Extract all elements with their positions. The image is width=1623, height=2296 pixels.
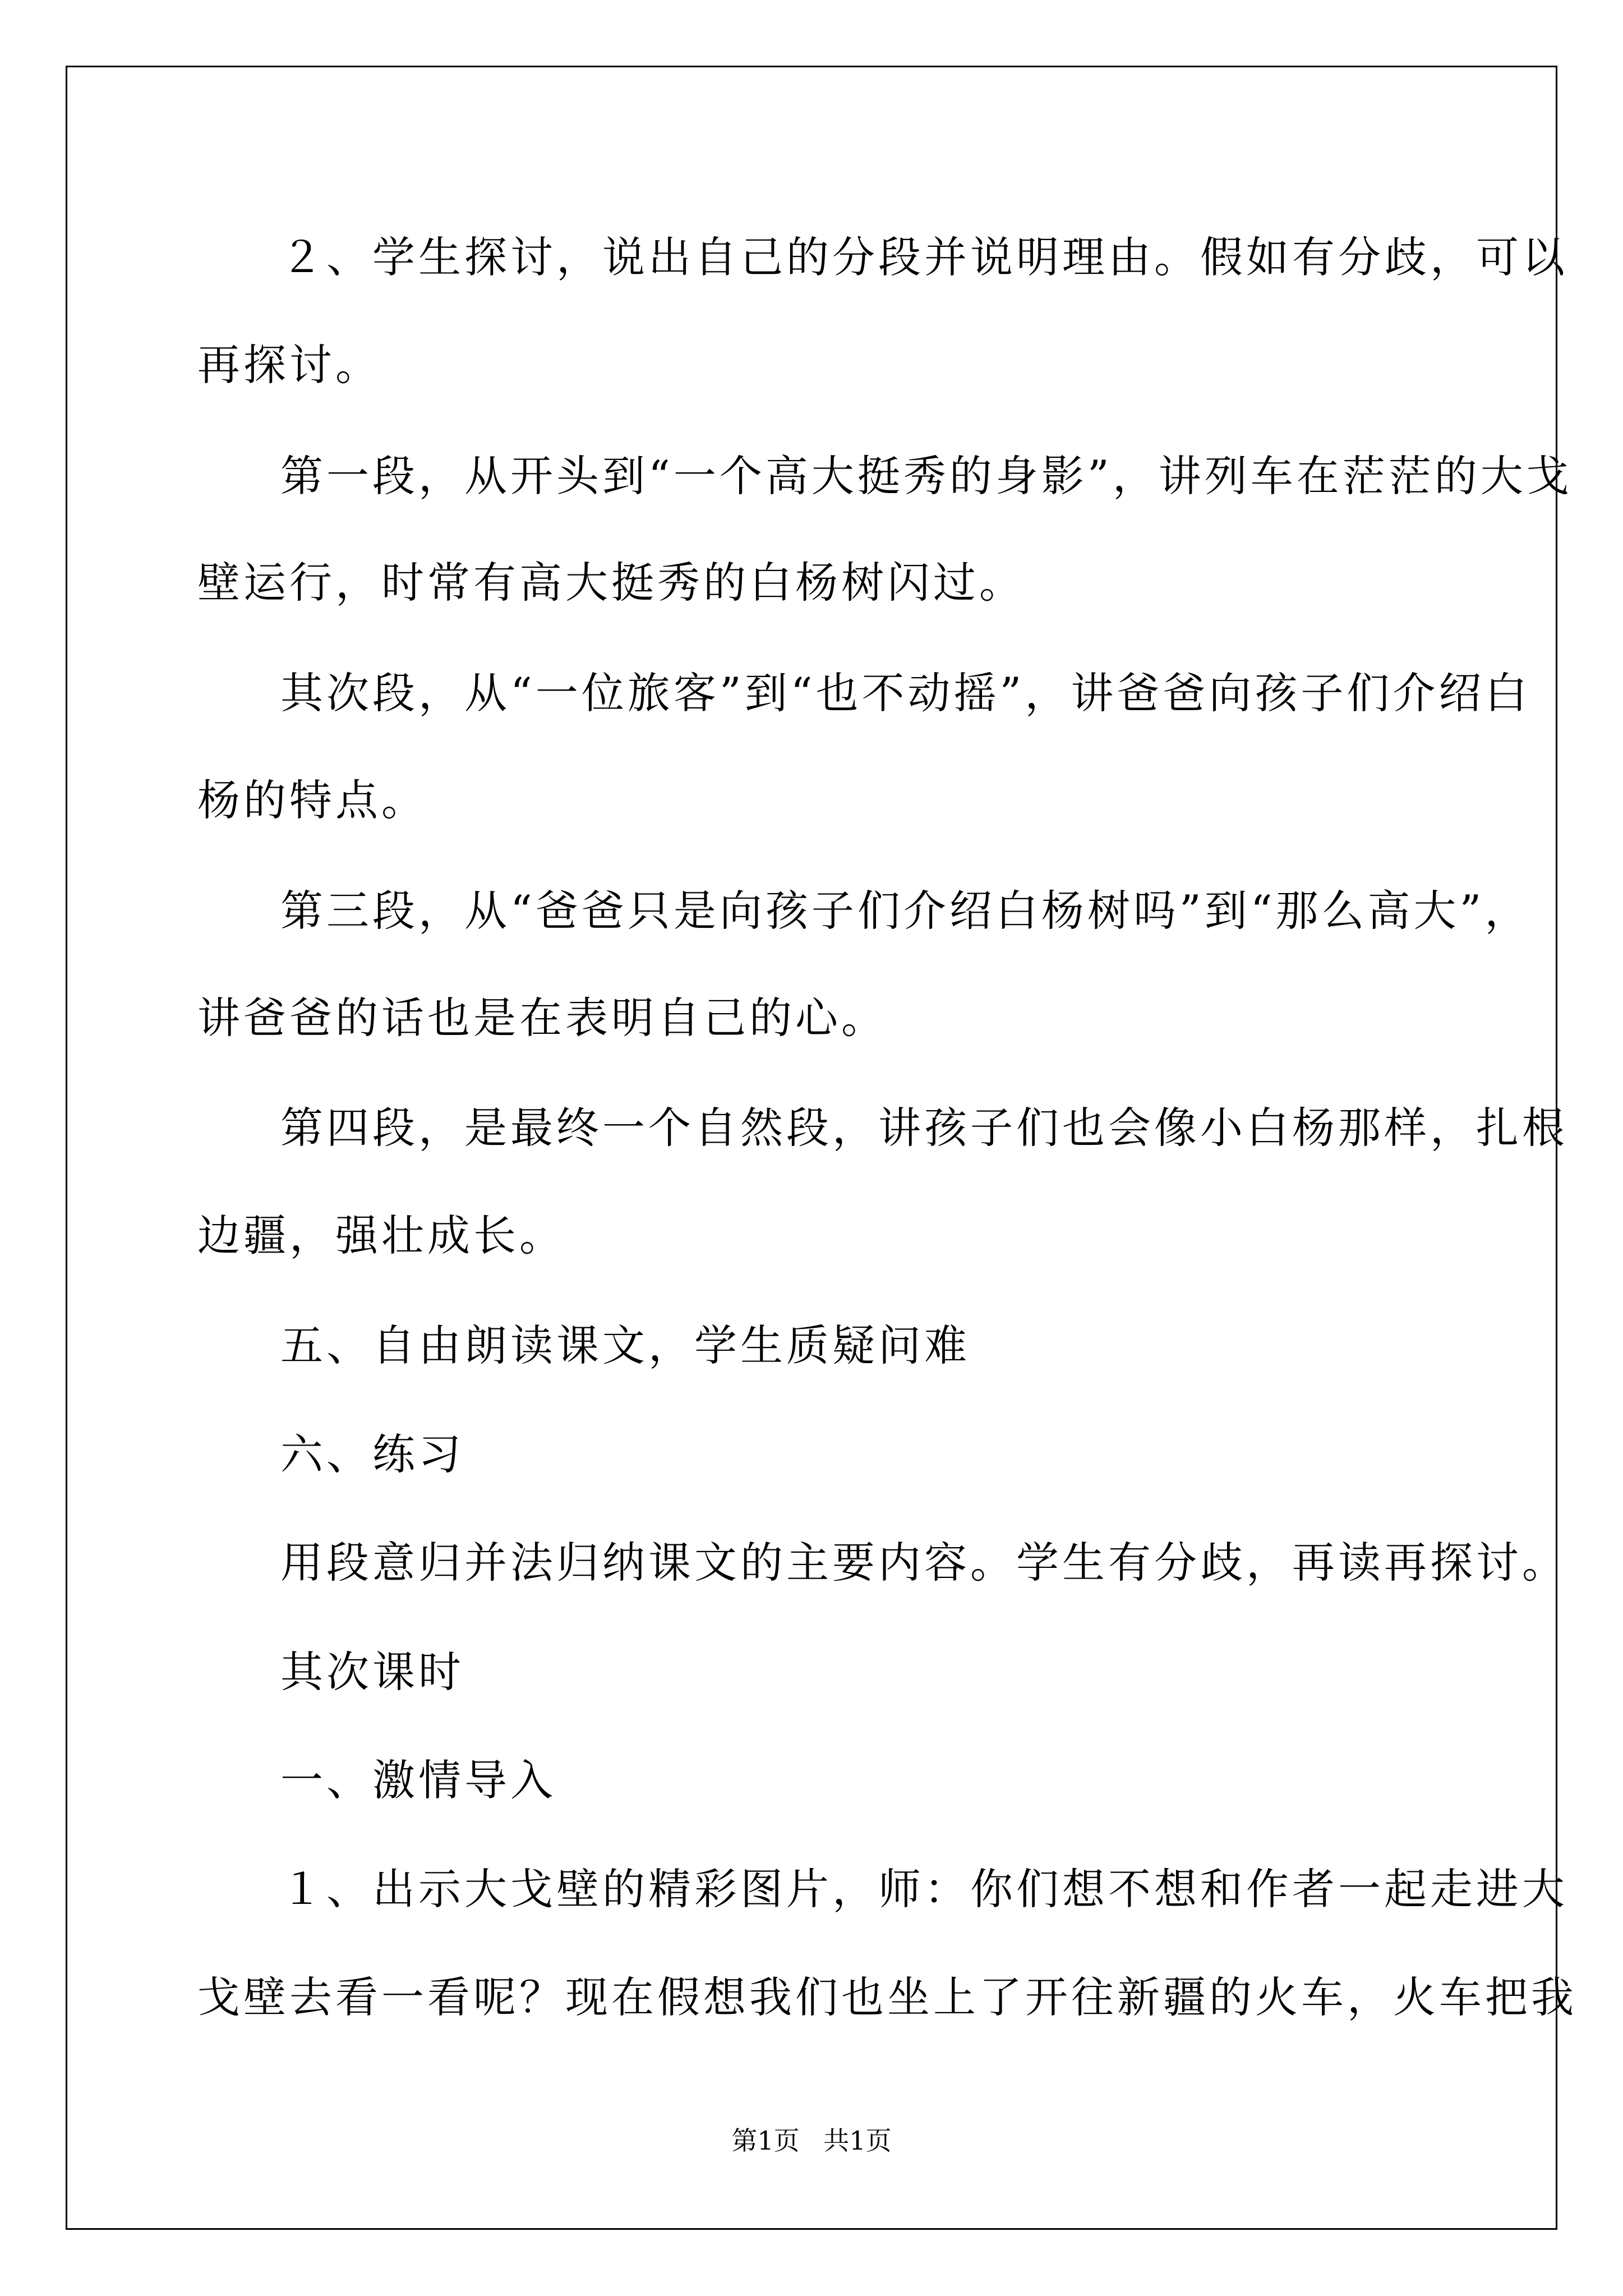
page-footer (0, 2120, 1623, 2157)
paragraph-line: 其次段，从“一位旅客”到“也不动摇”，讲爸爸向孩子们介绍白 (280, 668, 1531, 718)
paragraph-line: 用段意归并法归纳课文的主要内容。学生有分歧，再读再探讨。 (280, 1538, 1568, 1588)
paragraph-line: １、出示大戈壁的精彩图片，师：你们想不想和作者一起走进大 (280, 1864, 1568, 1914)
paragraph-line: 讲爸爸的话也是在表明自己的心。 (197, 993, 887, 1043)
section-heading: 一、激情导入 (280, 1755, 556, 1805)
paragraph-line: 第一段，从开头到“一个高大挺秀的身影”，讲列车在茫茫的大戈 (280, 451, 1573, 501)
paragraph-line: 壁运行，时常有高大挺秀的白杨树闪过。 (197, 558, 1025, 608)
paragraph-line: 边疆，强壮成长。 (197, 1211, 565, 1260)
page-total: 共1页 (823, 2125, 892, 2156)
section-heading: 其次课时 (280, 1647, 464, 1697)
paragraph-line: 再探讨。 (197, 340, 381, 390)
section-heading: 六、练习 (280, 1429, 464, 1479)
paragraph-line: 第四段，是最终一个自然段，讲孩子们也会像小白杨那样，扎根 (280, 1103, 1568, 1153)
paragraph-line: 第三段，从“爸爸只是向孩子们介绍白杨树吗”到“那么高大”， (280, 886, 1531, 936)
page-number: 第1页 (731, 2125, 800, 2156)
paragraph-line: 戈壁去看一看呢？现在假想我们也坐上了开往新疆的火车，火车把我 (197, 1972, 1577, 2022)
paragraph-line: ２、学生探讨，说出自己的分段并说明理由。假如有分歧，可以 (280, 232, 1568, 282)
paragraph-line: 杨的特点。 (197, 775, 427, 825)
section-heading: 五、自由朗读课文，学生质疑问难 (280, 1320, 970, 1370)
